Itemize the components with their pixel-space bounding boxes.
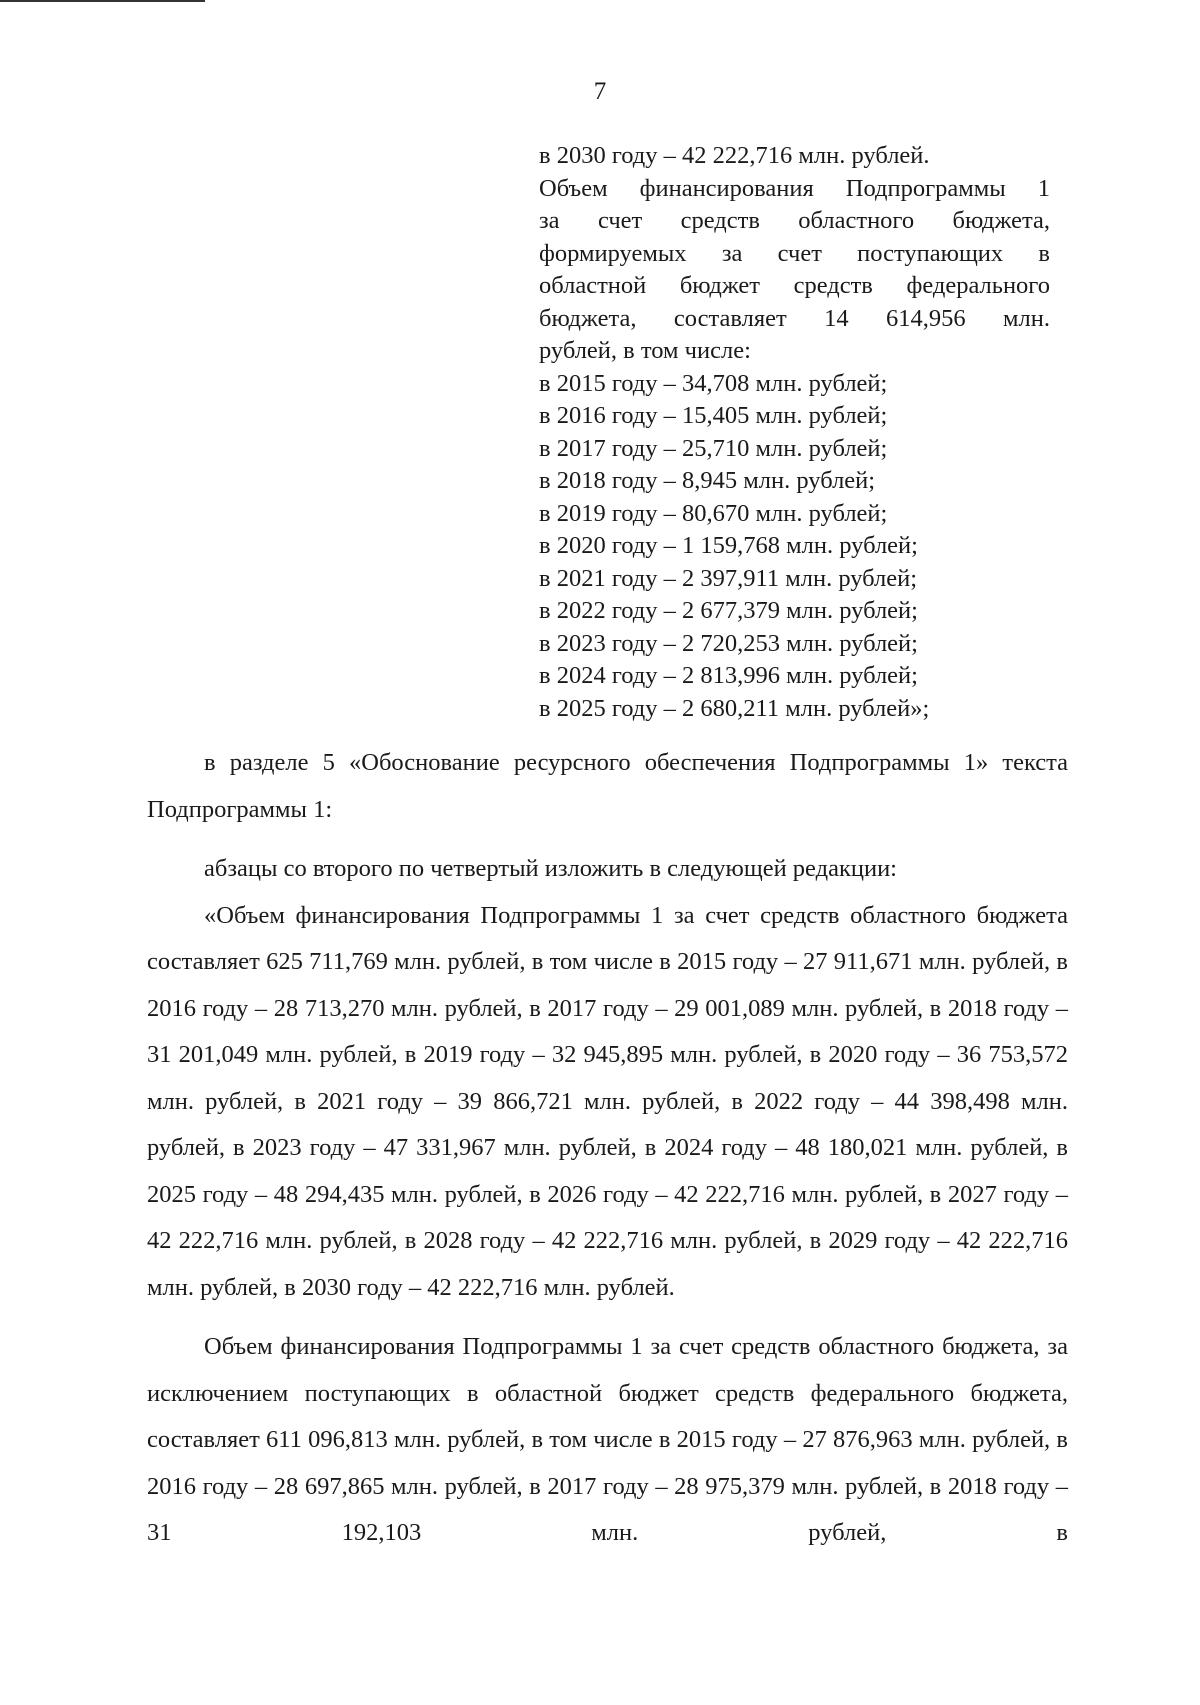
year-line-2016: в 2016 году – 15,405 млн. рублей; bbox=[539, 402, 888, 429]
document-body bbox=[147, 740, 1068, 1557]
year-line-2025: в 2025 году – 2 680,211 млн. рублей»; bbox=[539, 694, 930, 722]
paragraph-excluding-federal: Объем финансирования Подпрограммы 1 за счет средств областного бюджета, за исключением поступающих в областной бюджет средств федерального бюджета, составляет 611 096,813 млн. рублей, в том числе в 2015 году – 27 876,963 млн. рублей, в 2016 году – 28 697,865 млн. рублей, в 2017 году – 28 975,379 млн. рублей, в 2018 году – 31 192,103 млн. рублей, в bbox=[147, 1333, 1068, 1546]
page-number: 7 bbox=[593, 78, 607, 105]
text-line: за счет средств областного бюджета, bbox=[539, 207, 1050, 234]
scan-edge-line bbox=[0, 0, 205, 2]
year-line-2020: в 2020 году – 1 159,768 млн. рублей; bbox=[539, 532, 918, 559]
year-line-2017: в 2017 году – 25,710 млн. рублей; bbox=[539, 434, 888, 462]
text-line: областной бюджет средств федерального bbox=[539, 272, 1050, 299]
text-line: формируемых за счет поступающих в bbox=[539, 239, 1050, 267]
year-line-2022: в 2022 году – 2 677,379 млн. рублей; bbox=[539, 597, 918, 624]
year-line-2019: в 2019 году – 80,670 млн. рублей; bbox=[539, 499, 888, 527]
text-line: Объем финансирования Подпрограммы 1 bbox=[539, 174, 1050, 202]
table-cell-financing-text bbox=[539, 140, 1050, 725]
year-line-2024: в 2024 году – 2 813,996 млн. рублей; bbox=[539, 662, 918, 689]
year-line-2021: в 2021 году – 2 397,911 млн. рублей; bbox=[539, 564, 918, 592]
year-line-2018: в 2018 году – 8,945 млн. рублей; bbox=[539, 467, 876, 494]
text-line: рублей, в том числе: bbox=[539, 337, 751, 364]
year-line-2015: в 2015 году – 34,708 млн. рублей; bbox=[539, 369, 888, 397]
year-line-2023: в 2023 году – 2 720,253 млн. рублей; bbox=[539, 629, 918, 657]
paragraph-instruction: абзацы со второго по четвертый изложить в следующей редакции: bbox=[204, 855, 897, 882]
paragraph-regional-budget: «Объем финансирования Подпрограммы 1 за счет средств областного бюджета составляет 625 711,769 млн. рублей, в том числе в 2015 году – 27 911,671 млн. рублей, в 2016 году – 28 713,270 млн. рублей, в 2017 году – 29 001,089 млн. рублей, в 2018 году – 31 201,049 млн. рублей, в 2019 году – 32 945,895 млн. рублей, в 2020 году – 36 753,572 млн. рублей, в 2021 году – 39 866,721 млн. рублей, в 2022 году – 44 398,498 млн. рублей, в 2023 году – 47 331,967 млн. рублей, в 2024 году – 48 180,021 млн. рублей, в 2025 году – 48 294,435 млн. рублей, в 2026 году – 42 222,716 млн. рублей, в 2027 году – 42 222,716 млн. рублей, в 2028 году – 42 222,716 млн. рублей, в 2029 году – 42 222,716 млн. рублей, в 2030 году – 42 222,716 млн. рублей. bbox=[147, 901, 1068, 1301]
paragraph-section-reference: в разделе 5 «Обоснование ресурсного обеспечения Подпрограммы 1» текста Подпрограммы 1: bbox=[147, 749, 1068, 823]
text-line-2030: в 2030 году – 42 222,716 млн. рублей. bbox=[539, 142, 930, 169]
text-line: бюджета, составляет 14 614,956 млн. bbox=[539, 304, 1050, 332]
